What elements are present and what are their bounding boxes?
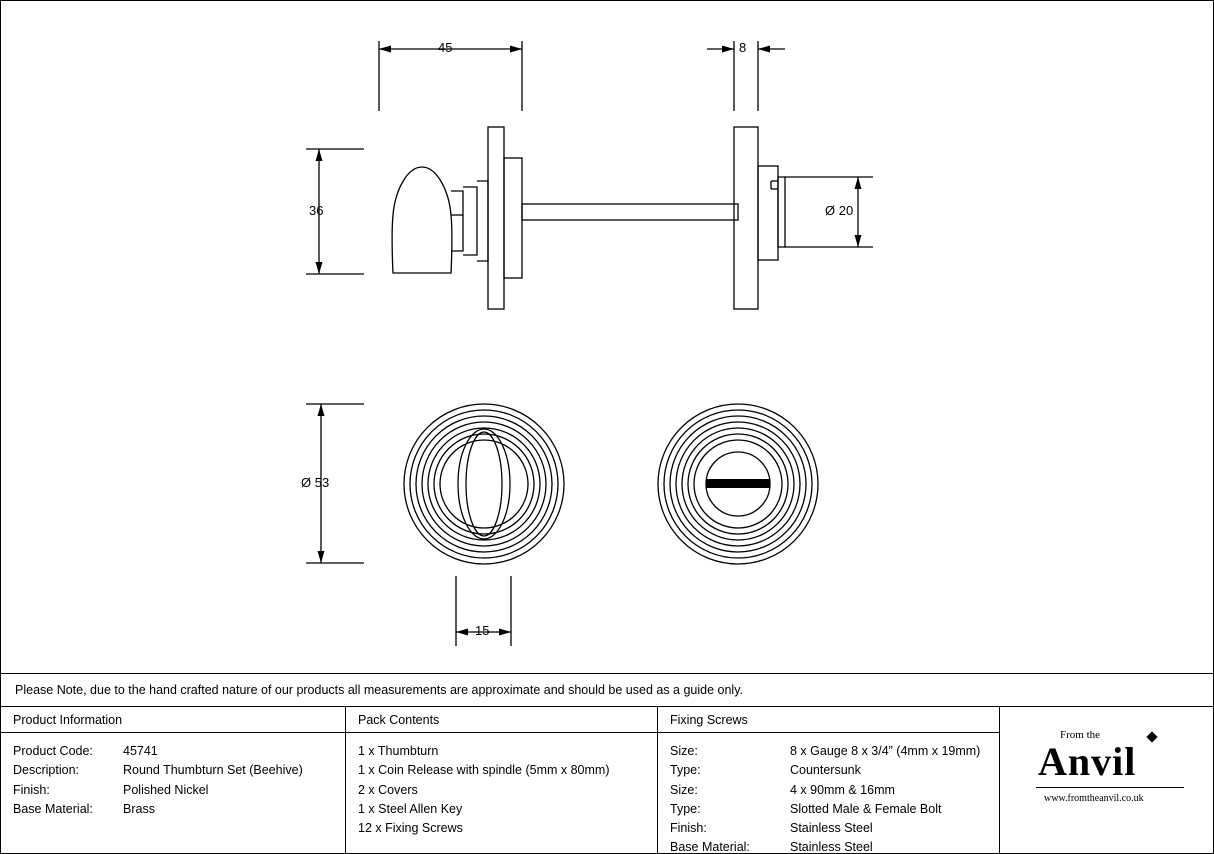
table-row: [13, 742, 345, 761]
screw-size-label: Size:: [670, 744, 698, 758]
bolt-size-label: Size:: [670, 782, 698, 797]
measurement-note: [1, 673, 1213, 706]
table-row: [13, 800, 345, 819]
base-material-label: Base Material:: [13, 801, 93, 816]
table-row: [13, 761, 345, 780]
table-row: [670, 742, 999, 761]
spindle: [522, 204, 738, 220]
list-item: 12 x Fixing Screws: [358, 821, 463, 836]
product-information-heading: Product Information: [1, 707, 345, 733]
list-item: 1 x Thumbturn: [358, 744, 439, 758]
coin-release-rose-front: [658, 404, 818, 564]
list-item: 1 x Steel Allen Key: [358, 801, 463, 816]
specification-table: [1, 706, 1213, 853]
product-code-label: Product Code:: [13, 744, 93, 758]
brand-logo-column: [1000, 707, 1212, 853]
diamond-icon: [1146, 731, 1157, 742]
dim-label-15: 15: [475, 623, 490, 638]
logo-anvil-text: Anvil: [1038, 739, 1137, 784]
pack-contents-column: [346, 707, 658, 853]
dim-label-36: 36: [309, 203, 324, 218]
measurement-note-text: Please Note, due to the hand crafted nature of our products all measurements are approximate and should be used as a guide only.: [15, 683, 744, 697]
screw-size-value: 8 x Gauge 8 x 3/4” (4mm x 19mm): [790, 744, 981, 758]
screw-finish-value: Stainless Steel: [790, 821, 873, 836]
logo-url-text: www.fromtheanvil.co.uk: [1044, 793, 1144, 804]
dim-label-45: 45: [438, 40, 453, 55]
fixing-screws-heading: Fixing Screws: [658, 707, 999, 733]
list-item: 1 x Coin Release with spindle (5mm x 80mm): [358, 763, 610, 778]
screw-finish-label: Finish:: [670, 821, 707, 836]
table-row: [670, 819, 999, 838]
logo-from-the-text: From the: [1060, 729, 1101, 741]
brand-logo: [1000, 707, 1212, 853]
screw-type-label: Type:: [670, 763, 701, 778]
dim-label-8: 8: [739, 40, 747, 55]
table-row: [670, 761, 999, 780]
table-row: [670, 838, 999, 854]
description-value: Round Thumbturn Set (Beehive): [123, 763, 303, 778]
dim-label-dia-53: Ø 53: [301, 475, 330, 490]
logo-divider: [1036, 787, 1184, 788]
fixing-screws-column: [658, 707, 1000, 853]
screw-base-material-label: Base Material:: [670, 840, 750, 854]
screw-base-material-value: Stainless Steel: [790, 840, 873, 854]
thumbturn-rose-front: [404, 404, 564, 564]
dim-label-dia-20: Ø 20: [825, 203, 854, 218]
right-rose-plate: [734, 127, 785, 309]
description-label: Description:: [13, 763, 79, 778]
list-item: 2 x Covers: [358, 782, 418, 797]
thumbturn-knob: [392, 167, 488, 273]
screw-type-value: Countersunk: [790, 763, 861, 778]
pack-contents-heading: Pack Contents: [346, 707, 657, 733]
product-information-column: [1, 707, 346, 853]
finish-value: Polished Nickel: [123, 782, 209, 797]
fixing-screws-body: [658, 733, 999, 854]
product-code-value: 45741: [123, 744, 158, 758]
bolt-size-value: 4 x 90mm & 16mm: [790, 782, 895, 797]
product-information-body: [1, 733, 345, 819]
table-row: [13, 781, 345, 800]
left-rose-plate: [488, 127, 522, 309]
base-material-value: Brass: [123, 801, 155, 816]
table-row: [670, 781, 999, 800]
finish-label: Finish:: [13, 782, 50, 797]
bolt-type-value: Slotted Male & Female Bolt: [790, 801, 942, 816]
table-row: [670, 800, 999, 819]
bolt-type-label: Type:: [670, 801, 701, 816]
pack-contents-body: [346, 733, 657, 838]
